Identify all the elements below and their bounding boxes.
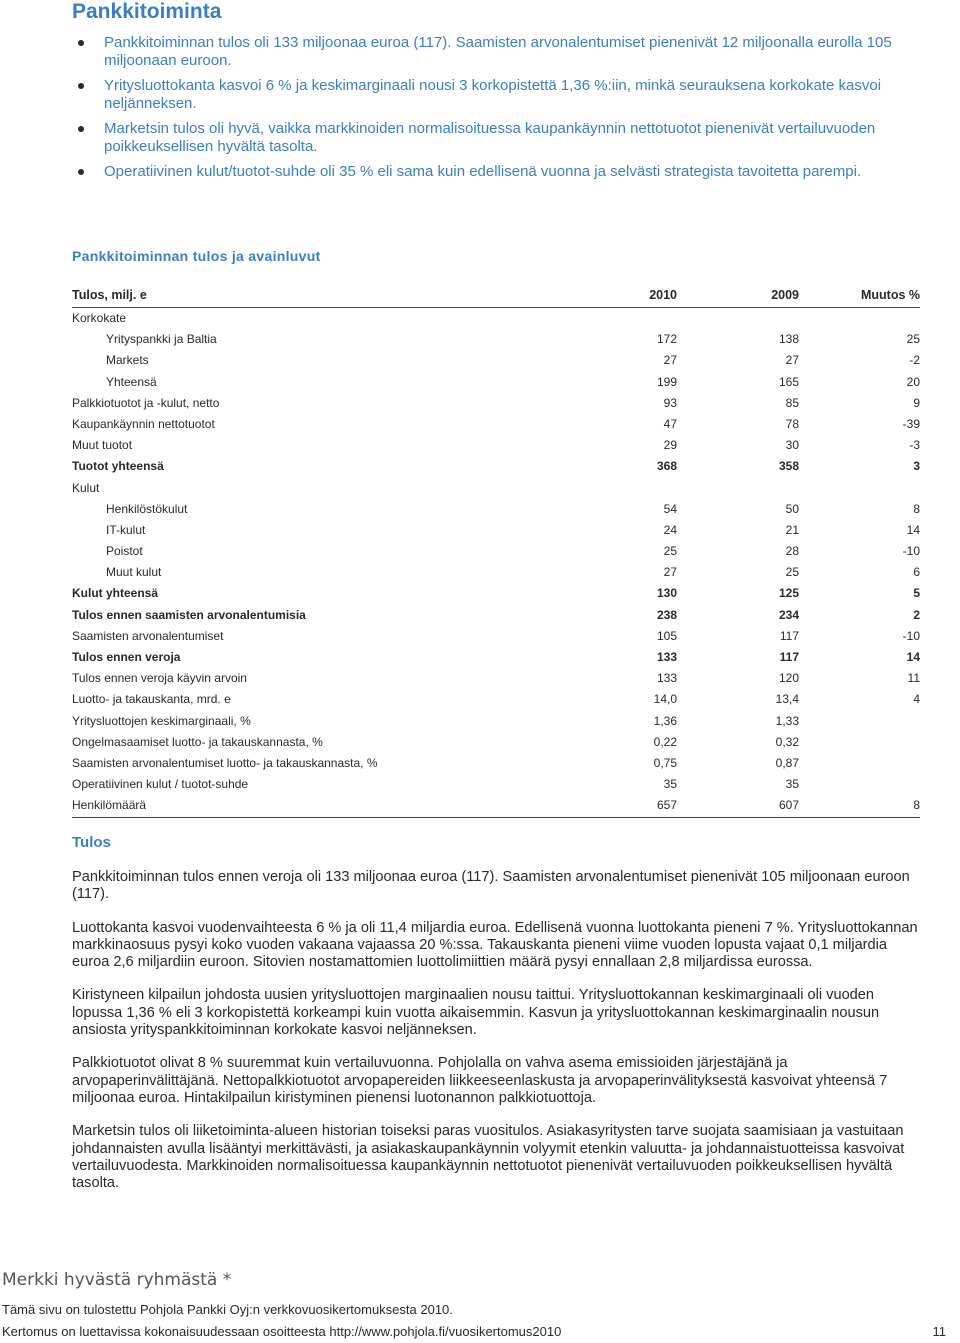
table-row <box>72 541 920 562</box>
paragraph: Palkkiotuotot olivat 8 % suuremmat kuin vertailuvuonna. Pohjolalla on vahva asema emissioiden järjestäjänä ja arvopaperinvälittäjänä. Nettopalkkiotuotot arvopapereiden liikkeeseenlaskusta ja arvopaperinvälityksestä kasvoivat yhteensä 7 miljoonaa euroa. Hintakilpailun kiristyminen pienensi luotonannon palkkiotuottoja. <box>72 1055 888 1106</box>
table-row <box>72 711 920 732</box>
row-label: Muut tuotot <box>72 438 133 453</box>
cell-2009: 0,87 <box>775 755 799 770</box>
row-label: IT-kulut <box>106 522 146 537</box>
table-row <box>72 350 920 371</box>
cell-change: 8 <box>913 501 920 516</box>
row-label: Tulos ennen veroja <box>72 650 181 664</box>
cell-2009: 0,32 <box>775 734 799 749</box>
cell-2010: 657 <box>656 798 677 813</box>
table-row <box>72 372 920 393</box>
cell-change: 3 <box>913 459 920 474</box>
row-label: Palkkiotuotot ja -kulut, netto <box>72 395 220 410</box>
cell-2009: 50 <box>785 501 799 516</box>
bullet-dot-icon <box>78 40 84 46</box>
table-row <box>72 583 920 604</box>
page-title: Pankkitoiminta <box>72 0 222 23</box>
row-label: Tuotot yhteensä <box>72 459 164 474</box>
cell-2010: 1,36 <box>653 713 677 728</box>
table-bottom-rule <box>72 817 920 818</box>
cell-change: -2 <box>909 353 920 368</box>
table-row <box>72 520 920 541</box>
cell-2010: 24 <box>663 522 677 537</box>
cell-2010: 27 <box>663 353 677 368</box>
body-text <box>72 869 928 1208</box>
cell-2010: 172 <box>656 332 677 347</box>
table-row <box>72 647 920 668</box>
cell-change: 6 <box>913 565 920 580</box>
page-number: 11 <box>932 1324 946 1339</box>
cell-change: -3 <box>909 438 920 453</box>
cell-2009: 85 <box>785 395 799 410</box>
header-2010: 2010 <box>649 288 677 302</box>
table-row <box>72 626 920 647</box>
footer-url-note: Kertomus on luettavissa kokonaisuudessaan osoitteesta http://www.pohjola.fi/vuosikertomus2010 <box>2 1324 562 1339</box>
row-label: Muut kulut <box>106 565 162 580</box>
summary-bullet <box>72 34 932 70</box>
row-label: Saamisten arvonalentumiset luotto- ja takauskannasta, % <box>72 755 378 770</box>
cell-2010: 14,0 <box>653 692 677 707</box>
table-title: Pankkitoiminnan tulos ja avainluvut <box>72 248 321 264</box>
table-row <box>72 478 920 499</box>
cell-change: 14 <box>906 650 920 664</box>
row-label: Kaupankäynnin nettotuotot <box>72 416 215 431</box>
header-label: Tulos, milj. e <box>72 288 147 302</box>
header-change: Muutos % <box>860 288 920 302</box>
bullet-dot-icon <box>78 169 84 175</box>
cell-2010: 133 <box>656 671 677 686</box>
cell-2009: 28 <box>785 544 799 559</box>
brand-logo: Merkki hyvästä ryhmästä * <box>2 1270 232 1290</box>
cell-2009: 25 <box>785 565 799 580</box>
cell-2009: 13,4 <box>775 692 799 707</box>
table-row <box>72 329 920 350</box>
summary-bullet-list <box>72 34 932 188</box>
key-figures-table <box>72 285 920 817</box>
cell-change: 14 <box>906 522 920 537</box>
table-row <box>72 456 920 477</box>
cell-2009: 35 <box>785 777 799 792</box>
row-label: Tulos ennen saamisten arvonalentumisia <box>72 607 306 622</box>
row-label: Yrityspankki ja Baltia <box>106 332 217 347</box>
table-row <box>72 753 920 774</box>
table-row <box>72 414 920 435</box>
cell-2009: 234 <box>778 607 799 622</box>
cell-2009: 120 <box>778 671 799 686</box>
cell-2010: 25 <box>663 544 677 559</box>
header-2009: 2009 <box>771 288 799 302</box>
cell-2009: 27 <box>785 353 799 368</box>
row-label: Ongelmasaamiset luotto- ja takauskannasta, % <box>72 734 323 749</box>
row-label: Henkilöstökulut <box>106 501 188 516</box>
cell-2009: 165 <box>778 374 799 389</box>
row-label: Operatiivinen kulut / tuotot-suhde <box>72 777 249 792</box>
table-row <box>72 774 920 795</box>
cell-change: -39 <box>902 416 920 431</box>
cell-2009: 358 <box>778 459 799 474</box>
cell-change: 9 <box>913 395 920 410</box>
cell-2010: 47 <box>663 416 677 431</box>
row-label: Tulos ennen veroja käyvin arvoin <box>72 671 247 686</box>
row-label: Markets <box>106 353 149 368</box>
table-row <box>72 562 920 583</box>
summary-bullet-text: Marketsin tulos oli hyvä, vaikka markkinoiden normalisoituessa kaupankäynnin nettotuotot pienenivät vertailuvuoden poikkeuksellisen hyvältä tasolta. <box>104 120 876 155</box>
cell-2010: 35 <box>663 777 677 792</box>
table-row <box>72 668 920 689</box>
row-label: Luotto- ja takauskanta, mrd. e <box>72 692 231 707</box>
table-header-row <box>72 285 920 308</box>
cell-2010: 29 <box>663 438 677 453</box>
summary-bullet-text: Operatiivinen kulut/tuotot-suhde oli 35 % eli sama kuin edellisenä vuonna ja selvästi strategista tavoitetta parempi. <box>104 163 862 180</box>
cell-change: 2 <box>913 607 920 622</box>
table-body <box>72 308 920 817</box>
paragraph: Kiristyneen kilpailun johdosta uusien yritysluottojen marginaalien nousu taittui. Yritysluottokannan keskimarginaali oli vuoden lopussa 1,36 % eli 3 korkopistettä korkeampi kuin vuotta aikaisemmin. Kasvun ja yritysluottokannan keskimarginaalin nousun ansiosta yrityspankkitoiminnan korkokate kasvoi neljänneksen. <box>72 987 880 1039</box>
paragraph: Luottokanta kasvoi vuodenvaihteesta 6 % ja oli 11,4 miljardia euroa. Edellisenä vuonna luottokanta pieneni 7 %. Yritysluottokannan markkinaosuus pysyi koko vuoden vakaana vajaassa 20 %:ssa. Takauskanta pieneni viime vuoden lopusta vajaat 0,1 miljardia euroa 2,6 miljardiin euroon. Sitovien nostamattomien luottolimiittien määrä pysyi ennallaan 2,8 miljardissa eurossa. <box>72 919 918 971</box>
cell-2010: 0,22 <box>653 734 677 749</box>
summary-bullet-text: Yritysluottokanta kasvoi 6 % ja keskimarginaali nousi 3 korkopistettä 1,36 %:iin, minkä seurauksena korkokate kasvoi neljänneksen. <box>104 77 882 112</box>
row-label: Yritysluottojen keskimarginaali, % <box>72 713 251 728</box>
paragraph: Marketsin tulos oli liiketoiminta-alueen historian toiseksi paras vuositulos. Asiakasyritysten tarve suojata saamisiaan ja vastuitaan johdannaisten avulla lisääntyi merkittävästi, ja asiakaskaupankäynnin volyymit etenkin valuutta- ja johdannaistuotteissa kasvoivat vertailuvuodesta. Markkinoiden normalisoituessa kaupankäynnin nettotuotot pienenivät vertailuvuoden poikkeuksellisen hyvältä tasolta. <box>72 1123 905 1192</box>
row-label: Kulut yhteensä <box>72 586 159 601</box>
table-row <box>72 435 920 456</box>
table-row <box>72 308 920 329</box>
cell-change: -10 <box>902 544 920 559</box>
table-row <box>72 732 920 753</box>
cell-2010: 199 <box>656 374 677 389</box>
cell-change: 8 <box>913 798 920 813</box>
cell-2009: 21 <box>785 522 799 537</box>
cell-2009: 30 <box>785 438 799 453</box>
cell-change: 20 <box>906 374 920 389</box>
cell-2010: 130 <box>656 586 677 601</box>
cell-2009: 117 <box>779 650 799 664</box>
table-row <box>72 689 920 710</box>
table-row <box>72 499 920 520</box>
bullet-dot-icon <box>78 83 84 89</box>
cell-2009: 138 <box>778 332 799 347</box>
cell-2009: 607 <box>778 798 799 813</box>
cell-change: 4 <box>913 692 920 707</box>
paragraph: Pankkitoiminnan tulos ennen veroja oli 133 miljoonaa euroa (117). Saamisten arvonalentumiset pienenivät 105 miljoonaan euroon (117). <box>72 869 910 903</box>
table-row <box>72 393 920 414</box>
cell-2009: 125 <box>778 586 799 601</box>
summary-bullet-text: Pankkitoiminnan tulos oli 133 miljoonaa euroa (117). Saamisten arvonalentumiset pienenivät 12 miljoonalla eurolla 105 miljoonaan euroon. <box>104 34 892 69</box>
cell-change: 5 <box>913 586 920 601</box>
cell-change: 25 <box>906 332 920 347</box>
section-heading-tulos: Tulos <box>72 834 111 851</box>
cell-change: 11 <box>907 671 920 686</box>
cell-2009: 117 <box>779 628 799 643</box>
row-label: Poistot <box>106 544 143 559</box>
cell-2010: 238 <box>656 607 677 622</box>
row-label: Saamisten arvonalentumiset <box>72 628 224 643</box>
cell-2010: 93 <box>663 395 677 410</box>
cell-2010: 368 <box>656 459 677 474</box>
row-label: Korkokate <box>72 311 127 325</box>
cell-2010: 0,75 <box>653 755 677 770</box>
table-row <box>72 795 920 816</box>
cell-2010: 27 <box>663 565 677 580</box>
summary-bullet <box>72 77 932 113</box>
cell-2009: 78 <box>785 416 799 431</box>
cell-2010: 105 <box>656 628 677 643</box>
row-label: Henkilömäärä <box>72 798 147 813</box>
summary-bullet <box>72 120 932 156</box>
summary-bullet <box>72 163 932 181</box>
row-label: Yhteensä <box>106 374 157 389</box>
cell-2009: 1,33 <box>775 713 799 728</box>
cell-2010: 133 <box>656 650 677 664</box>
cell-change: -10 <box>902 628 920 643</box>
footer-print-note: Tämä sivu on tulostettu Pohjola Pankki Oyj:n verkkovuosikertomuksesta 2010. <box>2 1302 453 1317</box>
table-row <box>72 605 920 626</box>
row-label: Kulut <box>72 480 100 495</box>
cell-2010: 54 <box>663 501 677 516</box>
bullet-dot-icon <box>78 126 84 132</box>
